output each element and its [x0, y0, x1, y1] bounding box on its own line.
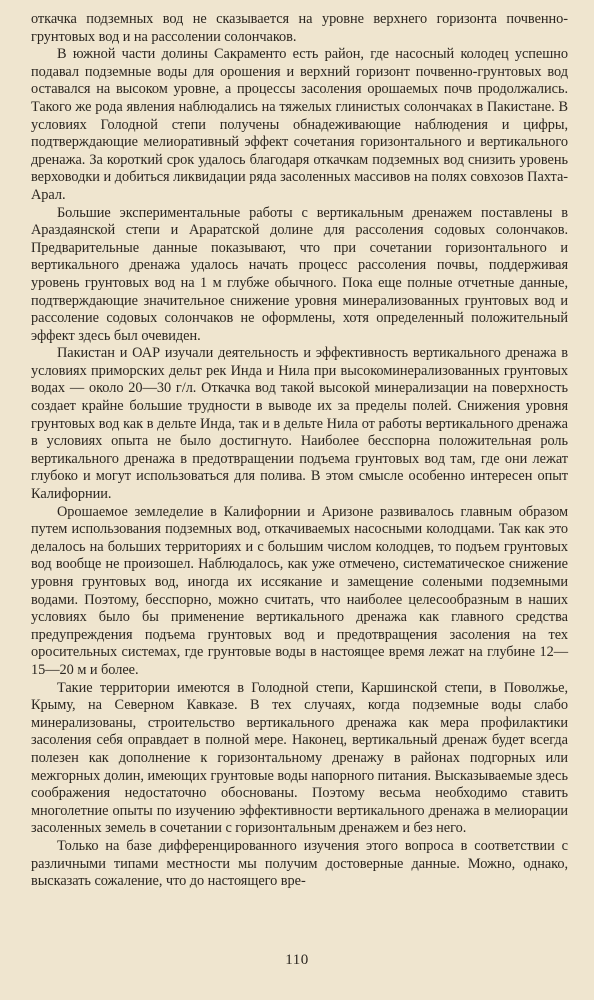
- paragraph-continuation: откачка подземных вод не сказывается на уровне верхнего горизонта почвенно-грунтовых вод и на рассолении солончаков.: [31, 11, 568, 45]
- body-text: [31, 11, 568, 891]
- paragraph-california: Орошаемое земледелие в Калифорнии и Аризоне развивалось главным образом путем использования подземных вод, откачиваемых насосными колодцами. Так как это делалось на больших территориях и с большим числом колодцев, то подъем грунтовых вод вообще не произошел. Наблюдалось, как уже отмечено, систематическое снижение уровня грунтовых вод, иногда их иссякание и замещение солеными подземными водами. Поэтому, бесспорно, можно считать, что наиболее целесообразным в наших условиях было бы применение вертикального дренажа как главного средства предупреждения подъема грунтовых вод и предотвращения засоления на тех оросительных системах, где грунтовые воды в настоящее время лежат на глубине 12—15—20 м и более.: [31, 503, 568, 678]
- paragraph-pakistan: Пакистан и ОАР изучали деятельность и эффективность вертикального дренажа в условиях приморских дельт рек Инда и Нила при высокоминерализованных грунтовых водах — около 20—30 г/л. Откачка вод такой высокой минерализации на поверхность создает крайне большие трудности в выводе их за пределы полей. Снижения уровня грунтовых вод как в дельте Инда, так и в дельте Нила от работы вертикального дренажа в условиях опыта не было достигнуто. Наиболее бесспорна положительная роль вертикального дренажа в предотвращении подъема грунтовых вод там, где они лежат глубоко и могут использоваться для полива. В этом смысле особенно интересен опыт Калифорнии.: [31, 345, 568, 503]
- paragraph-territories: Такие территории имеются в Голодной степи, Каршинской степи, в Поволжье, Крыму, на Северном Кавказе. В тех случаях, когда подземные воды слабо минерализованы, строительство вертикального дренажа как мера профилактики засоления себя оправдает в полной мере. Наконец, вертикальный дренаж будет всегда полезен как дополнение к горизонтальному дренажу в районах подгорных или межгорных долин, имеющих грунтовые воды напорного питания. Высказываемые здесь соображения недостаточно обоснованы. Поэтому весьма необходимо ставить многолетние опыты по изучению эффективности вертикального дренажа в мелиорации засоленных земель в сочетании с горизонтальным дренажем и без него.: [31, 679, 568, 837]
- paragraph-conclusion: Только на базе дифференцированного изучения этого вопроса в соответствии с различными типами местности мы получим достоверные данные. Можно, однако, высказать сожаление, что до настоящего вре-: [31, 837, 568, 890]
- paragraph-sacramento: В южной части долины Сакраменто есть район, где насосный колодец успешно подавал подземные воды для орошения и верхний горизонт почвенно-грунтовых вод оставался на высоком уровне, а процессы засоления орошаемых почв продолжались. Такого же рода явления наблюдались на тяжелых глинистых солончаках в Пакистане. В условиях Голодной степи получены обнадеживающие наблюдения и цифры, подтверждающие мелиоративный эффект сочетания горизонтального и вертикального дренажа. За короткий срок удалось благодаря откачкам подземных вод снизить уровень верховодки и добиться ликвидации ряда засоленных массивов на полях совхозов Пахта-Арал.: [31, 46, 568, 203]
- paragraph-experiments: Большие экспериментальные работы с вертикальным дренажем поставлены в Араздаянской степи и Араратской долине для рассоления содовых солончаков. Предварительные данные показывают, что при сочетании горизонтального и вертикального дренажа удалось начать процесс рассоления почвы, поддерживая уровень грунтовых вод на 1 м глубже обычного. Пока еще полные отчетные данные, подтверждающие значительное снижение уровня минерализованных грунтовых вод и рассоление содовых солончаков не оформлены, хотя определенный положительный эффект здесь был очевиден.: [31, 204, 568, 344]
- page-number: 110: [285, 952, 309, 968]
